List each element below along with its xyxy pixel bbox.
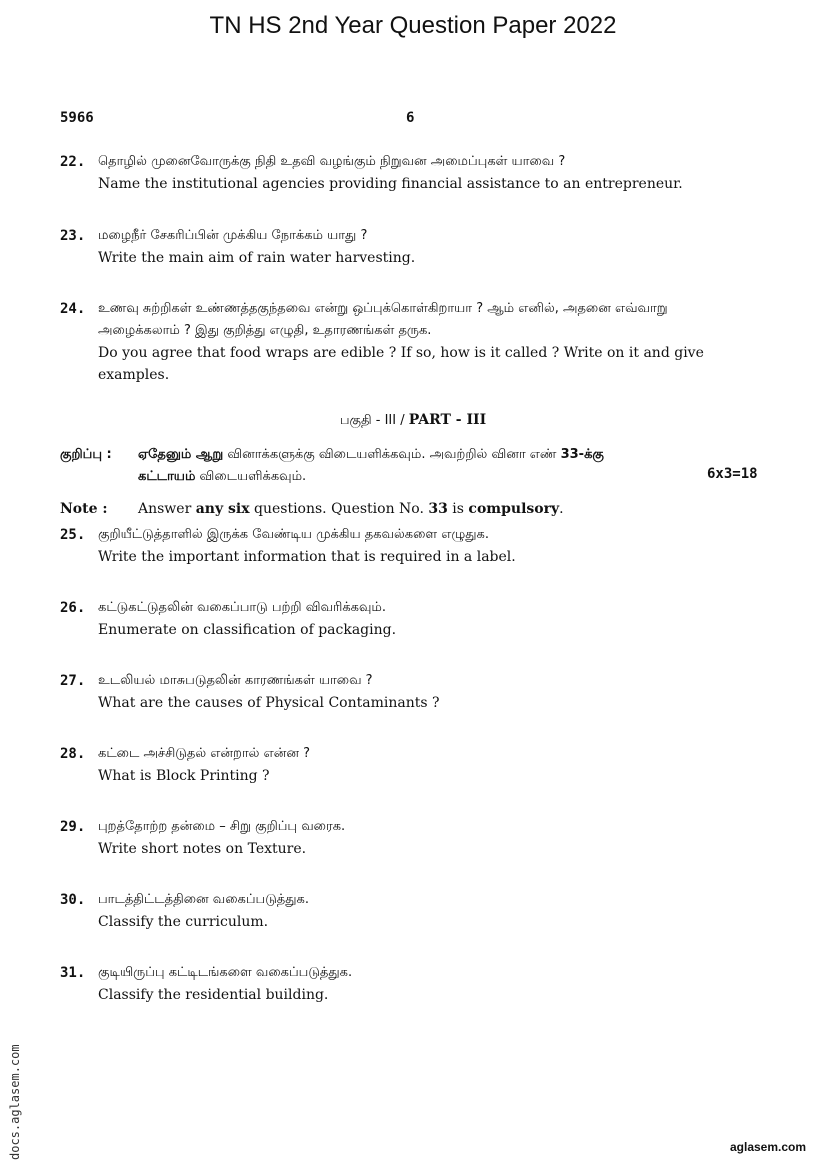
watermark	[8, 1000, 26, 1160]
question-english: Classify the curriculum.	[98, 914, 269, 930]
footer-brand[interactable]: aglasem.com	[730, 1140, 807, 1154]
question-number: 30.	[60, 892, 86, 908]
question-29	[60, 816, 740, 860]
question-tamil: உணவு சுற்றிகள் உண்ணத்தகுந்தவை என்று ஒப்புக்கொள்கிறாயா ? ஆம் எனில், அதனை எவ்வாறு அழைக்கலாம் ? இது குறித்து எழுதி, உதாரணங்கள் தருக.	[98, 301, 668, 338]
note-english-text: questions. Question No.	[249, 501, 429, 517]
paper-code: 5966	[60, 110, 94, 126]
question-english: Enumerate on classification of packaging.	[98, 622, 397, 638]
question-number: 23.	[60, 228, 86, 244]
question-24	[60, 298, 740, 386]
marks-label: 6x3=18	[707, 466, 758, 482]
part-heading-english: PART - III	[408, 412, 487, 428]
question-number: 22.	[60, 154, 86, 170]
note-tamil-text: வினாக்களுக்கு விடையளிக்கவும். அவற்றில் வினா எண்	[223, 447, 561, 462]
question-tamil: புறத்தோற்ற தன்மை – சிறு குறிப்பு வரைக.	[98, 819, 346, 834]
question-tamil: மழைநீர் சேகரிப்பின் முக்கிய நோக்கம் யாது ?	[98, 228, 368, 243]
note-tamil-bold: 33-க்கு	[560, 447, 604, 462]
page-number: 6	[406, 110, 415, 126]
note-tamil-label: குறிப்பு :	[60, 447, 112, 462]
question-tamil: தொழில் முனைவோருக்கு நிதி உதவி வழங்கும் நிறுவன அமைப்புகள் யாவை ?	[98, 154, 566, 169]
question-english: What are the causes of Physical Contaminants ?	[98, 695, 440, 711]
part-heading	[0, 412, 826, 429]
part-heading-tamil: பகுதி - III /	[339, 413, 409, 428]
note-tamil-bold: கட்டாயம்	[138, 469, 196, 484]
question-23	[60, 225, 740, 269]
question-tamil: குடியிருப்பு கட்டிடங்களை வகைப்படுத்துக.	[98, 965, 353, 980]
question-number: 31.	[60, 965, 86, 981]
question-tamil: பாடத்திட்டத்தினை வகைப்படுத்துக.	[98, 892, 309, 907]
question-english: What is Block Printing ?	[98, 768, 270, 784]
question-31	[60, 962, 740, 1006]
note-english-bold: compulsory	[468, 501, 560, 517]
question-english: Write short notes on Texture.	[98, 841, 307, 857]
question-english: Write the important information that is required in a label.	[98, 549, 516, 565]
note-english-label: Note :	[60, 501, 108, 517]
question-22	[60, 151, 740, 195]
note-english-bold: any six	[195, 501, 250, 517]
question-25	[60, 524, 740, 568]
question-english: Do you agree that food wraps are edible ? If so, how is it called ? Write on it and give examples.	[98, 345, 704, 383]
question-tamil: குறியீட்டுத்தாளில் இருக்க வேண்டிய முக்கிய தகவல்களை எழுதுக.	[98, 527, 490, 542]
note-english	[60, 498, 770, 520]
note-english-text: is	[447, 501, 469, 517]
question-number: 29.	[60, 819, 86, 835]
question-26	[60, 597, 740, 641]
question-tamil: கட்டை அச்சிடுதல் என்றால் என்ன ?	[98, 746, 310, 761]
question-number: 28.	[60, 746, 86, 762]
note-tamil	[60, 444, 770, 488]
watermark-text: docs.aglasem.com	[8, 1044, 22, 1160]
note-tamil-text: விடையளிக்கவும்.	[195, 469, 307, 484]
question-english: Name the institutional agencies providing financial assistance to an entrepreneur.	[98, 176, 683, 192]
question-30	[60, 889, 740, 933]
question-28	[60, 743, 740, 787]
note-english-text: .	[559, 501, 564, 517]
note-english-bold: 33	[428, 501, 448, 517]
question-english: Classify the residential building.	[98, 987, 329, 1003]
note-tamil-bold: ஏதேனும் ஆறு	[138, 447, 224, 462]
question-number: 24.	[60, 301, 86, 317]
question-tamil: உடலியல் மாசுபடுதலின் காரணங்கள் யாவை ?	[98, 673, 373, 688]
question-english: Write the main aim of rain water harvesting.	[98, 250, 416, 266]
question-number: 25.	[60, 527, 86, 543]
question-tamil: கட்டுகட்டுதலின் வகைப்பாடு பற்றி விவரிக்கவும்.	[98, 600, 387, 615]
question-27	[60, 670, 740, 714]
note-english-text: Answer	[138, 501, 196, 517]
question-number: 26.	[60, 600, 86, 616]
page-title: TN HS 2nd Year Question Paper 2022	[209, 12, 617, 39]
question-number: 27.	[60, 673, 86, 689]
